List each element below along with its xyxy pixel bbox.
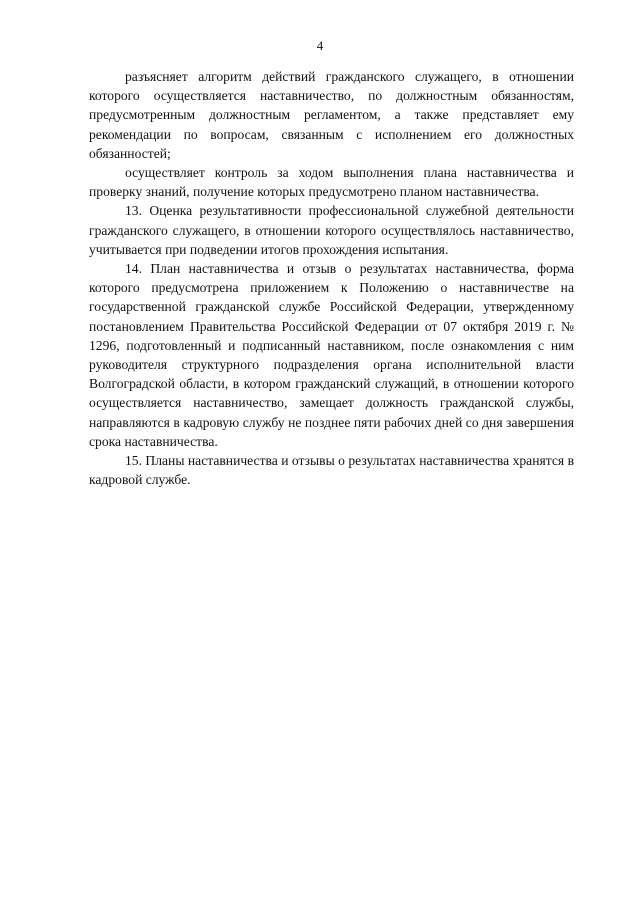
- paragraph-13: 13. Оценка результативности профессиональной служебной деятельности гражданского служащего, в отношении которого осуществлялось наставничество, учитывается при подведении итогов прохождения испытания.: [89, 203, 574, 257]
- page-number: 4: [316, 38, 324, 53]
- paragraph-15: 15. Планы наставничества и отзывы о результатах наставничества хранятся в кадровой службе.: [89, 453, 574, 488]
- paragraph-14: 14. План наставничества и отзыв о результатах наставничества, форма которого предусмотрена приложением к Положению о наставничестве на государственной гражданской службе Российской Федерации, утвержденному постановлением Правительства Российской Федерации от 07 октября 2019 г. № 1296, подготовленный и подписанный наставником, после ознакомления с ним руководителя структурного подразделения органа исполнительной власти Волгоградской области, в котором гражданский служащий, в отношении которого осуществляется наставничество, замещает должность гражданской службы, направляются в кадровую службу не позднее пяти рабочих дней со дня завершения срока наставничества.: [89, 261, 574, 449]
- paragraph-mentor-duties: разъясняет алгоритм действий гражданского служащего, в отношении которого осуществляется наставничество, по должностным обязанностям, предусмотренным должностным регламентом, а также представляет ему рекомендации по вопросам, связанным с исполнением его должностных обязанностей;: [89, 69, 574, 161]
- document-body: [89, 67, 574, 489]
- paragraph-control: осуществляет контроль за ходом выполнения плана наставничества и проверку знаний, получение которых предусмотрено планом наставничества.: [89, 165, 574, 200]
